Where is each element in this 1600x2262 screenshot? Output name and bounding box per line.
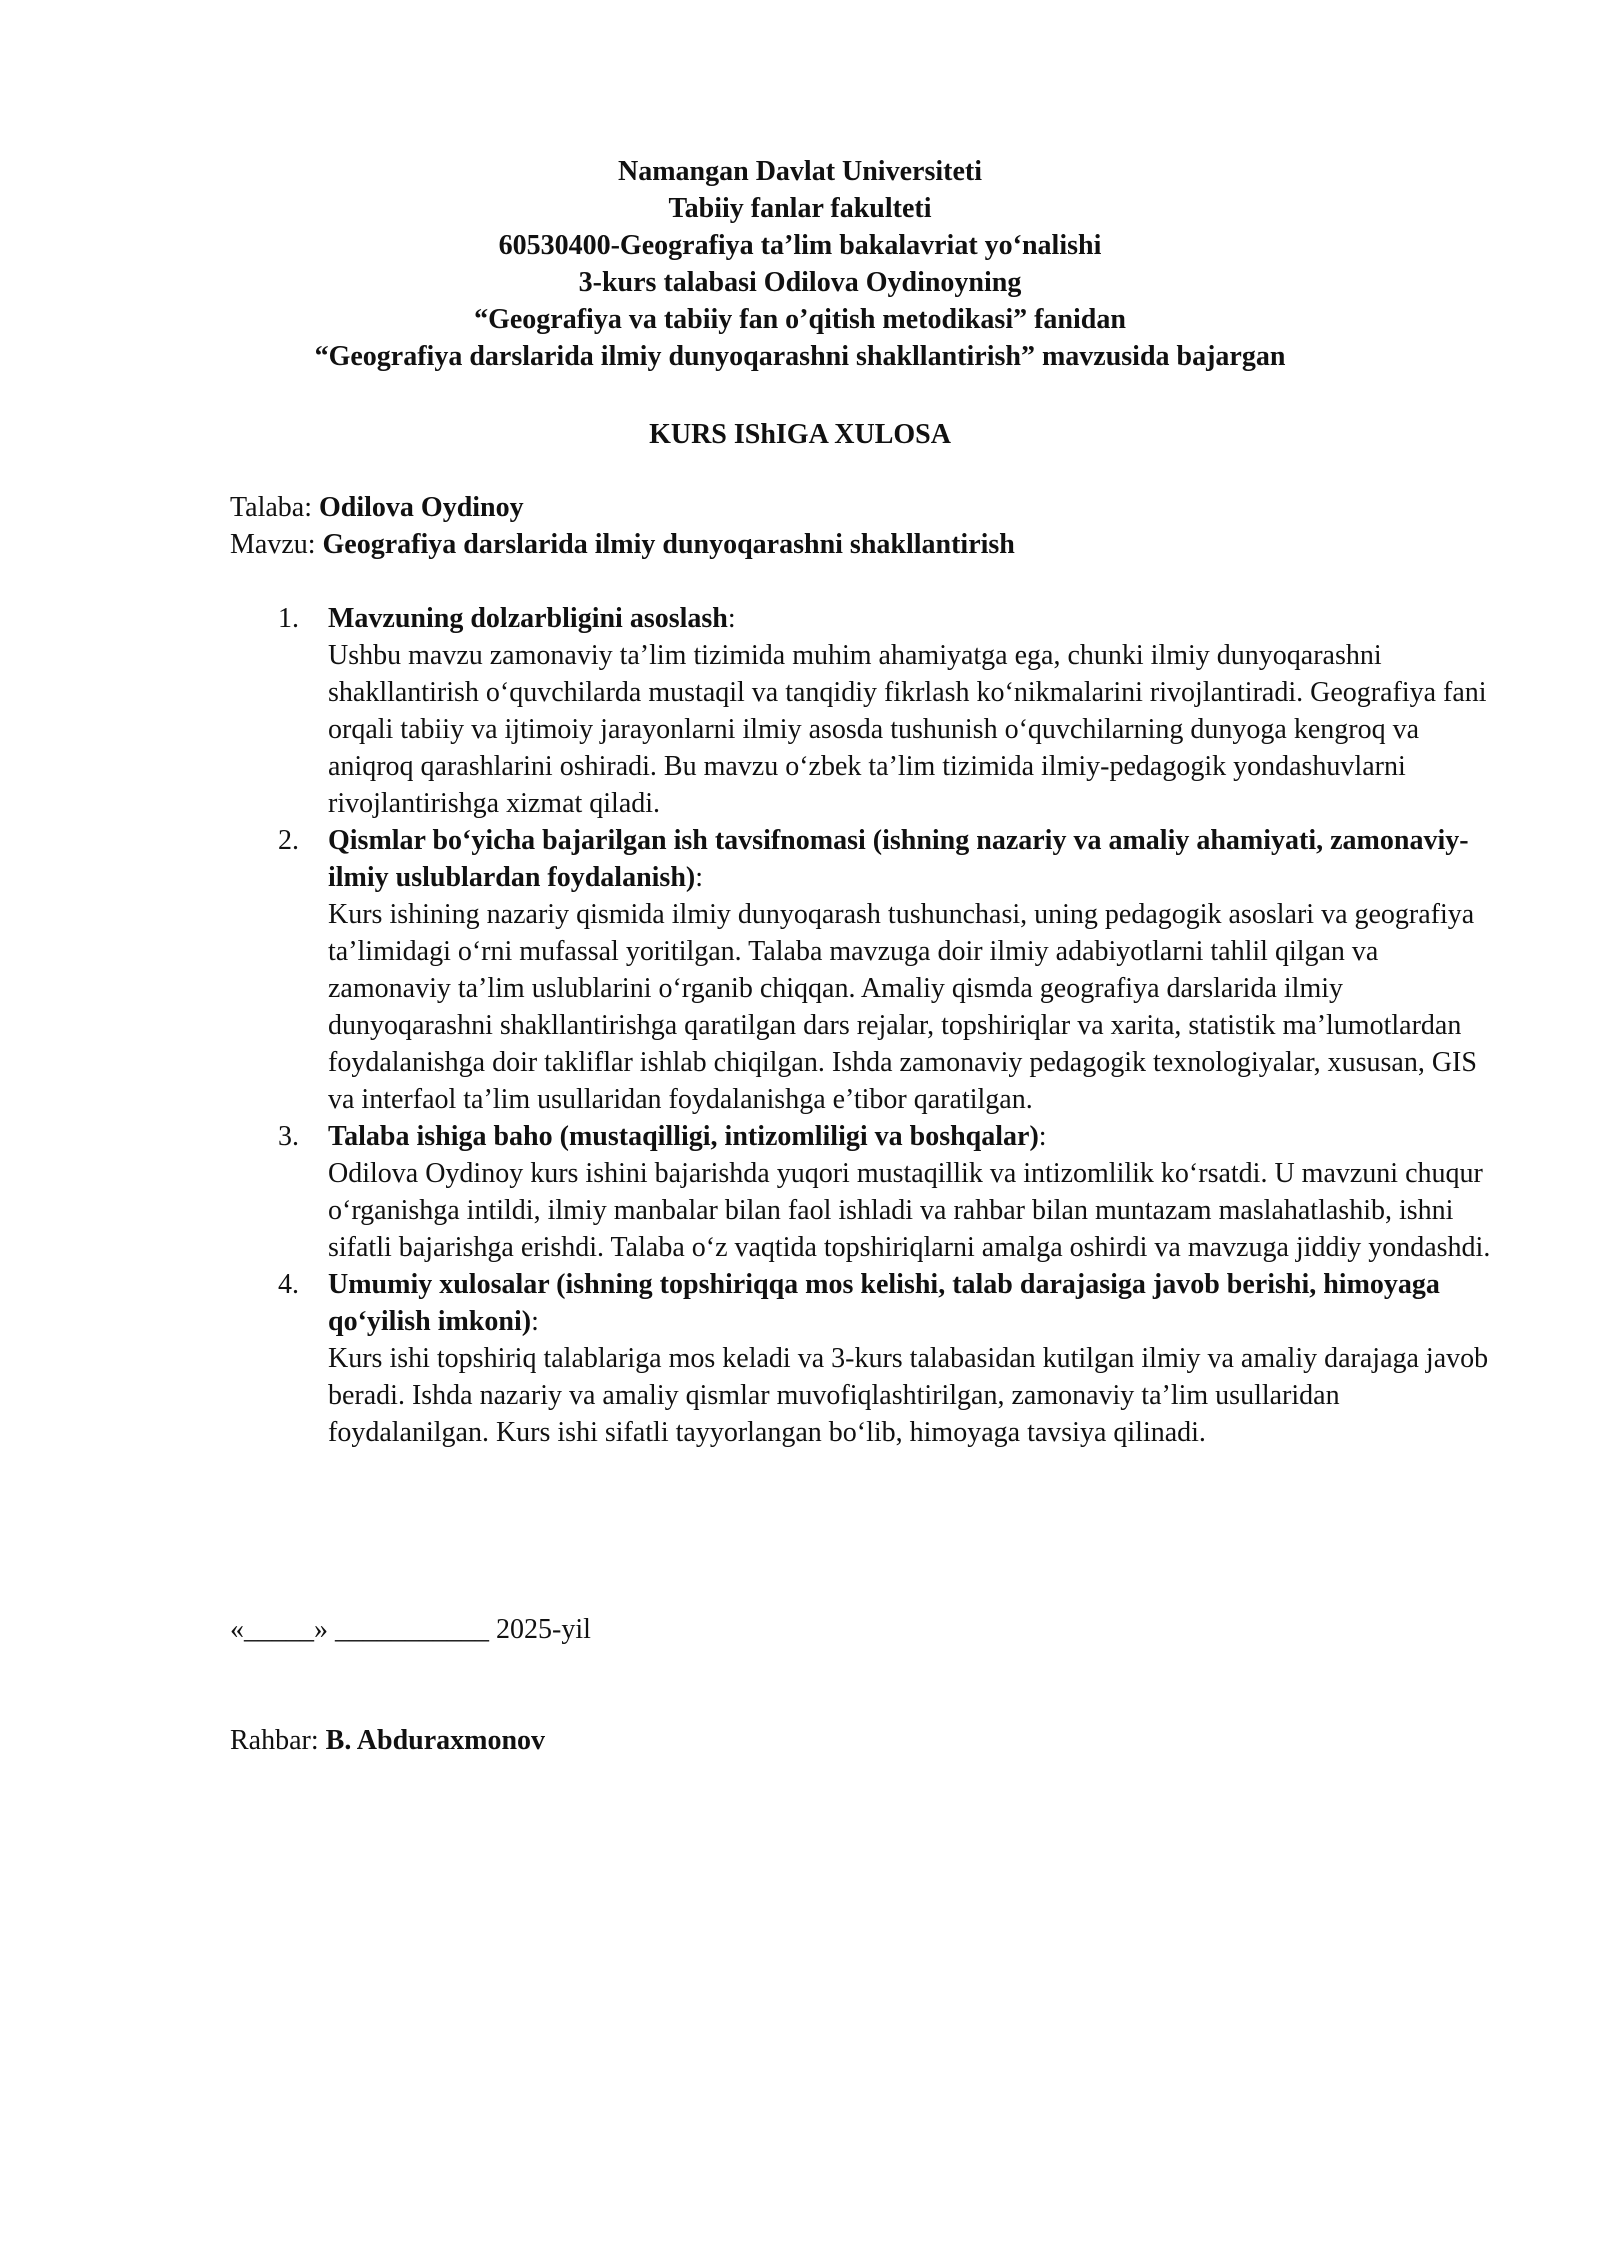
topic-value: Geografiya darslarida ilmiy dunyoqarashni shakllantirish — [322, 529, 1015, 560]
date-line: «_____» ___________ 2025-yil — [230, 1614, 591, 1645]
university-name: Namangan Davlat Universiteti — [618, 156, 982, 187]
section-body: Kurs ishining nazariy qismida ilmiy dunyoqarash tushunchasi, uning pedagogik asoslari va geografiya ta’limidagi o‘rni mufassal yoritilgan. Talaba mavzuga doir ilmiy adabiyotlarni tahlil qilgan va zamonaviy ta’lim uslublarini o‘rganib chiqqan. Amaliy qismda geografiya darslarida ilmiy dunyoqarashni shakllantirishga qaratilgan dars rejalar, topshiriqlar va xarita, statistik ma’lumotlardan foydalanishga doir takliflar ishlab chiqilgan. Ishda zamonaviy pedagogik texnologiyalar, xususan, GIS va interfaol ta’lim usullaridan foydalanishga e’tibor qaratilgan. — [328, 899, 1477, 1115]
section-colon: : — [727, 603, 736, 634]
section-body: Odilova Oydinoy kurs ishini bajarishda yuqori mustaqillik va intizomlilik ko‘rsatdi. U mavzuni chuqur o‘rganishga intildi, ilmiy manbalar bilan faol ishladi va rahbar bilan muntazam maslahatlashib, ishni sifatli bajarishga erishdi. Talaba o‘z vaqtida topshiriqlarni amalga oshirdi va mavzuga jiddiy yondashdi. — [328, 1158, 1491, 1263]
document-title: KURS IShIGA XULOSA — [649, 419, 951, 450]
section-heading: Mavzuning dolzarbligini asoslash — [328, 603, 728, 634]
section-number: 3. — [278, 1121, 299, 1152]
document-meta — [230, 489, 1490, 563]
section-heading: Qismlar bo‘yicha bajarilgan ish tavsifnomasi (ishning nazariy va amaliy ahamiyati, zamonaviy-ilmiy uslublardan foydalanish) — [328, 825, 1469, 893]
topic-line: “Geografiya darslarida ilmiy dunyoqarashni shakllantirish” mavzusida bajargan — [314, 341, 1286, 372]
section-colon: : — [1038, 1121, 1047, 1152]
faculty-name: Tabiiy fanlar fakulteti — [668, 193, 932, 224]
section-1 — [230, 600, 1500, 822]
section-3 — [230, 1118, 1500, 1266]
section-body: Ushbu mavzu zamonaviy ta’lim tizimida muhim ahamiyatga ega, chunki ilmiy dunyoqarashni shakllantirish o‘quvchilarda mustaqil va tanqidiy fikrlash ko‘nikmalarini rivojlantiradi. Geografiya fani orqali tabiiy va ijtimoiy jarayonlarni ilmiy asosda tushunish o‘quvchilarning dunyoga kengroq va aniqroq qarashlarini oshiradi. Bu mavzu o‘zbek ta’lim tizimida ilmiy-pedagogik yondashuvlarni rivojlantirishga xizmat qiladi. — [328, 640, 1487, 819]
document-header — [0, 153, 1600, 375]
student-name: Odilova Oydinoy — [319, 492, 524, 523]
supervisor-line — [230, 1722, 545, 1759]
supervisor-label: Rahbar: — [230, 1725, 326, 1756]
section-heading: Talaba ishiga baho (mustaqilligi, intizomliligi va boshqalar) — [328, 1121, 1039, 1152]
section-colon: : — [531, 1306, 539, 1337]
section-2 — [230, 822, 1500, 1118]
section-colon: : — [695, 862, 704, 893]
section-number: 4. — [278, 1269, 299, 1300]
supervisor-name: B. Abduraxmonov — [325, 1725, 546, 1756]
topic-meta-line — [230, 526, 1490, 563]
topic-label: Mavzu: — [230, 529, 323, 560]
student-course-line: 3-kurs talabasi Odilova Oydinoyning — [578, 267, 1022, 298]
section-4 — [230, 1266, 1500, 1451]
conclusion-sections — [230, 600, 1500, 1451]
student-line — [230, 489, 1490, 526]
section-body: Kurs ishi topshiriq talablariga mos keladi va 3-kurs talabasidan kutilgan ilmiy va amaliy darajaga javob beradi. Ishda nazariy va amaliy qismlar muvofiqlashtirilgan, zamonaviy ta’lim usullaridan foydalanilgan. Kurs ishi sifatli tayyorlangan bo‘lib, himoyaga tavsiya qilinadi. — [328, 1343, 1489, 1448]
subject-line: “Geografiya va tabiiy fan o’qitish metodikasi” fanidan — [474, 304, 1126, 335]
section-number: 1. — [278, 603, 299, 634]
section-heading: Umumiy xulosalar (ishning topshiriqqa mos kelishi, talab darajasiga javob berishi, himoyaga qo‘yilish imkoni) — [328, 1269, 1440, 1337]
section-number: 2. — [278, 825, 299, 856]
student-label: Talaba: — [230, 492, 319, 523]
program-name: 60530400-Geografiya ta’lim bakalavriat yo‘nalishi — [498, 230, 1102, 261]
